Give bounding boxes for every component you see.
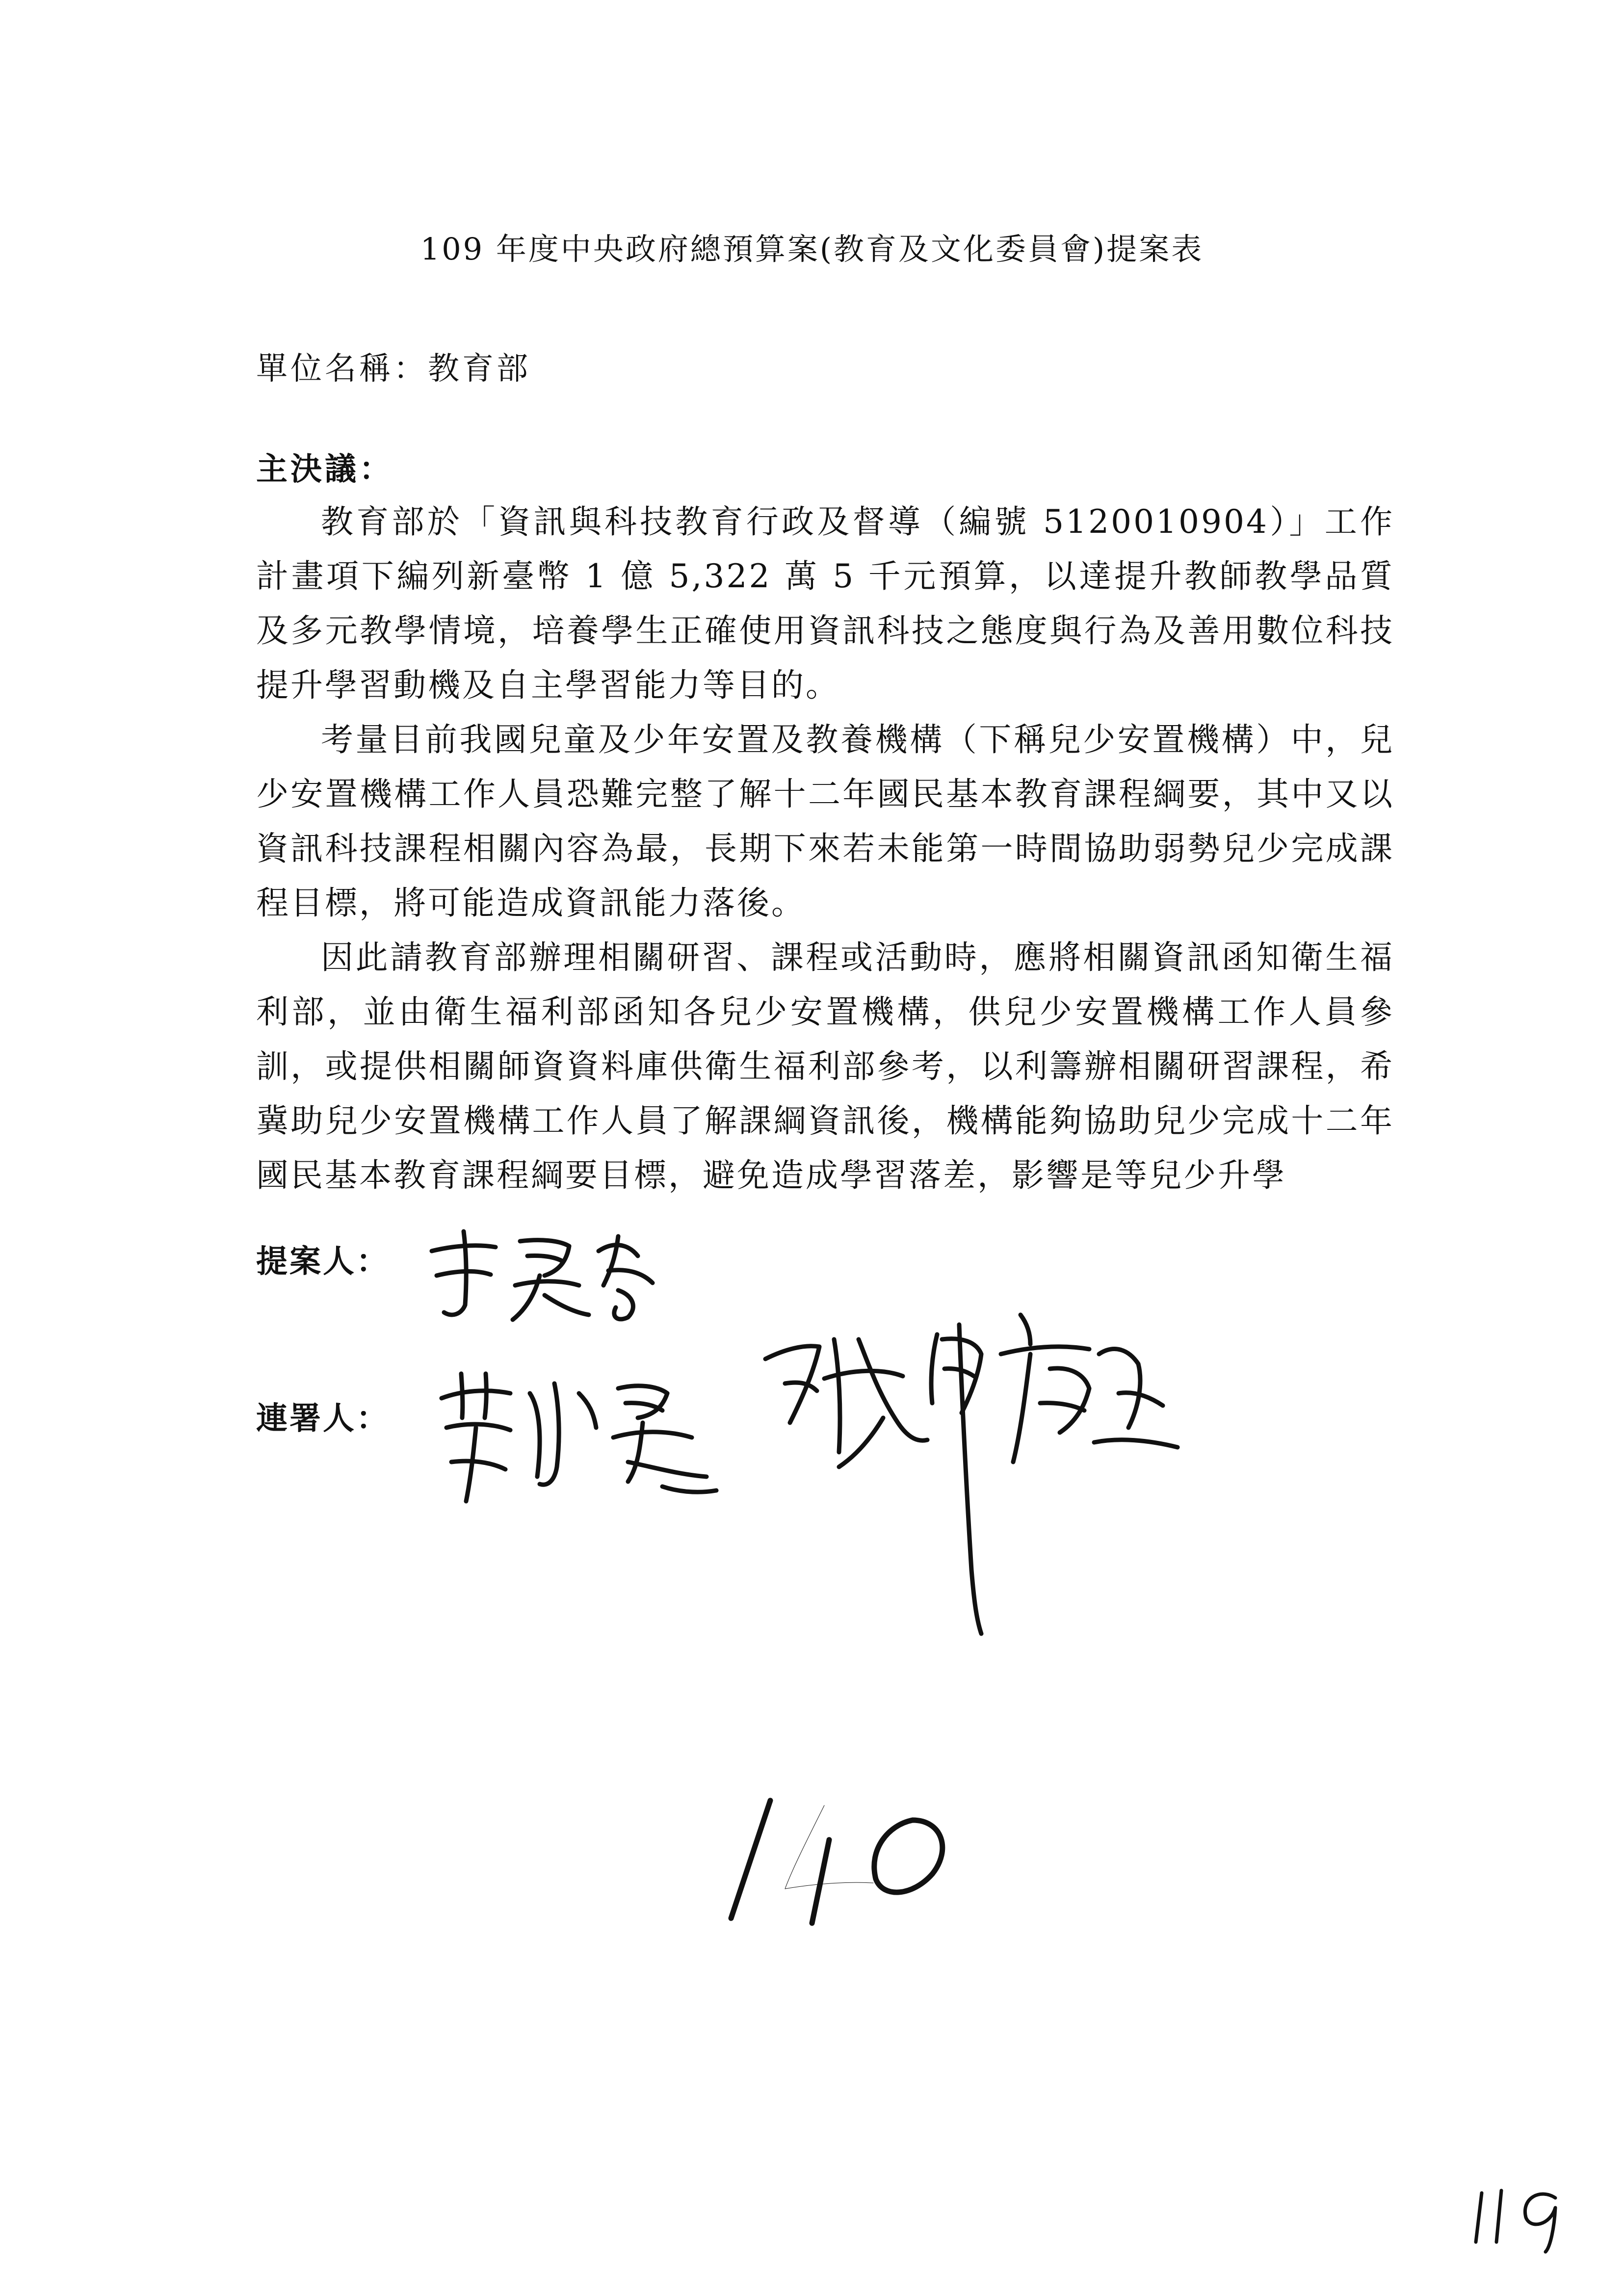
paragraph-2: 考量目前我國兒童及少年安置及教養機構（下稱兒少安置機構）中，兒少安置機構工作人員恐難完整了解十二年國民基本教育課程綱要，其中又以資訊科技課程相關內容為最，長期下來若未能第一時間協助弱勢兒少完成課程目標，將可能造成資訊能力落後。 <box>256 721 1394 922</box>
paragraph-3: 因此請教育部辦理相關研習、課程或活動時，應將相關資訊函知衛生福利部，並由衛生福利部函知各兒少安置機構，供兒少安置機構工作人員參訓，或提供相關師資資料庫供衛生福利部參考，以利籌辦相關研習課程，希冀助兒少安置機構工作人員了解課綱資訊後，機構能夠協助兒少完成十二年國民基本教育課程綱要目標，避免造成學習落差，影響是等兒少升學 <box>256 939 1394 1194</box>
proposer-signature-icon <box>422 1222 677 1330</box>
cosigner-signature-1-icon <box>432 1364 736 1511</box>
proposer-label: 提案人： <box>256 1244 390 1280</box>
resolution-body <box>256 495 1394 1202</box>
paragraph-1: 教育部於「資訊與科技教育行政及督導（編號 5120010904）」工作計畫項下編列新臺幣 1 億 5,322 萬 5 千元預算，以達提升教師教學品質及多元教學情境，培養學生正確使用資訊科技之態度與行為及善用數位科技提升學習動機及自主學習能力等目的。 <box>256 503 1394 704</box>
handwritten-corner-number <box>1467 2178 1575 2259</box>
cosigner-signature-2-icon <box>756 1295 1187 1639</box>
unit-name: 單位名稱：教育部 <box>256 351 531 387</box>
document-title: 109 年度中央政府總預算案(教育及文化委員會)提案表 <box>420 231 1204 267</box>
handwritten-page-number <box>711 1786 967 1935</box>
cosigner-label: 連署人： <box>256 1401 390 1437</box>
main-resolution-heading: 主決議： <box>256 451 393 488</box>
